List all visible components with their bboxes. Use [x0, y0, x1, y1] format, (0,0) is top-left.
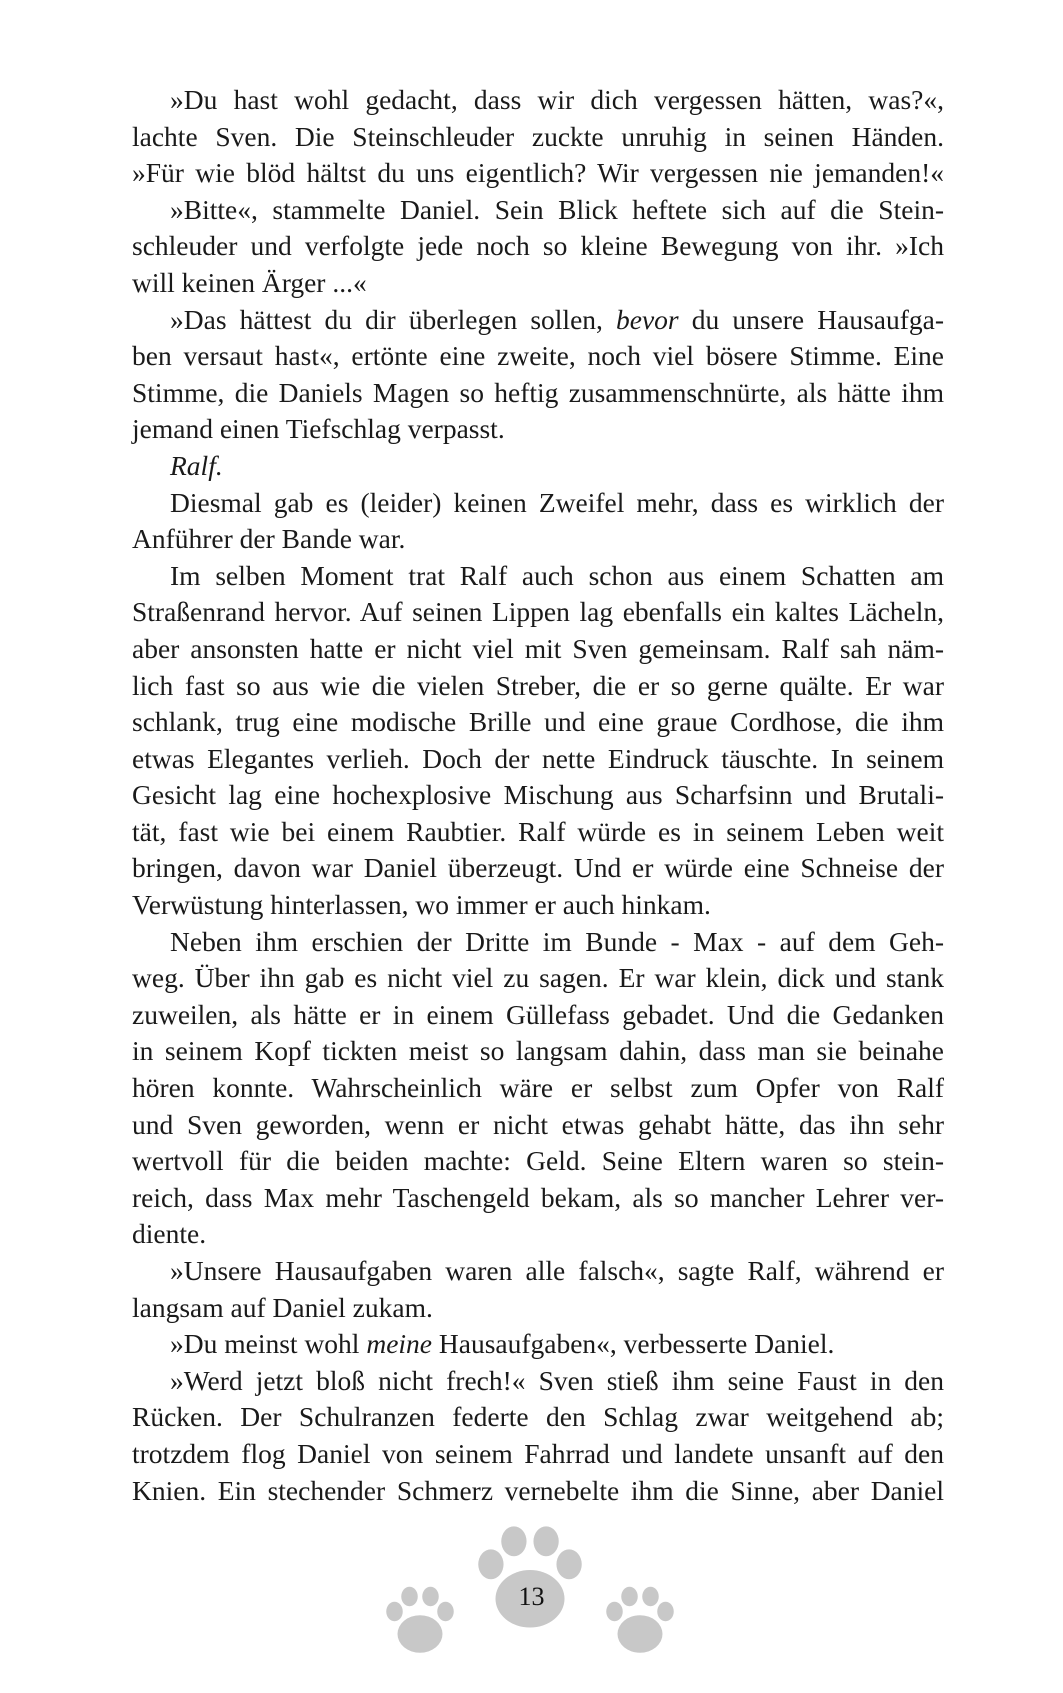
- text-line: wertvoll für die beiden machte: Geld. Seine Eltern waren so stein-: [132, 1145, 944, 1177]
- text-line: reich, dass Max mehr Taschengeld bekam, als so mancher Lehrer ver-: [132, 1181, 944, 1213]
- text-line: diente.: [132, 1218, 207, 1250]
- text-line: »Unsere Hausaufgaben waren alle falsch«, sagte Ralf, während er: [170, 1255, 944, 1286]
- text-line: »Bitte«, stammelte Daniel. Sein Blick heftete sich auf die Stein-: [170, 193, 944, 225]
- text-line: Straßenrand hervor. Auf seinen Lippen lag ebenfalls ein kaltes Lächeln,: [132, 596, 944, 628]
- text-line: will keinen Ärger ...«: [132, 266, 367, 298]
- text-line: in seinem Kopf tickten meist so langsam dahin, dass man sie beinahe: [132, 1035, 944, 1067]
- text-line: lich fast so aus wie die vielen Streber, die er so gerne quälte. Er war: [132, 669, 944, 701]
- text-line: »Für wie blöd hältst du uns eigentlich? Wir vergessen nie jemanden!«: [132, 157, 944, 189]
- text-line: Im selben Moment trat Ralf auch schon aus einem Schatten am: [170, 559, 944, 591]
- text-line: zuweilen, als hätte er in einem Güllefass gebadet. Und die Gedanken: [132, 998, 944, 1030]
- body-text: [132, 82, 944, 1509]
- text-line: »Das hättest du dir überlegen sollen, bevor du unsere Hausaufga-: [170, 303, 944, 335]
- text-line: Anführer der Bande war.: [132, 523, 406, 555]
- text-line: Rücken. Der Schulranzen federte den Schlag zwar weitgehend ab;: [132, 1401, 944, 1433]
- page-number: 13: [518, 1582, 545, 1611]
- text-line: Diesmal gab es (leider) keinen Zweifel mehr, dass es wirklich der: [170, 486, 944, 518]
- text-line: Stimme, die Daniels Magen so heftig zusammenschnürte, als hätte ihm: [132, 376, 944, 408]
- text-line: Ralf.: [170, 449, 223, 481]
- text-line: Gesicht lag eine hochexplosive Mischung aus Scharfsinn und Brutali-: [132, 779, 944, 811]
- text-line: »Du meinst wohl meine Hausaufgaben«, verbesserte Daniel.: [170, 1328, 835, 1360]
- text-line: Verwüstung hinterlassen, wo immer er auch hinkam.: [132, 889, 711, 921]
- text-line: etwas Elegantes verlieh. Doch der nette Eindruck täuschte. In seinem: [132, 742, 944, 774]
- text-line: jemand einen Tiefschlag verpasst.: [132, 413, 505, 445]
- text-line: langsam auf Daniel zukam.: [132, 1291, 433, 1323]
- text-line: weg. Über ihn gab es nicht viel zu sagen. Er war klein, dick und stank: [132, 962, 944, 994]
- text-line: aber ansonsten hatte er nicht viel mit Sven gemeinsam. Ralf sah näm-: [132, 632, 944, 664]
- text-line: »Werd jetzt bloß nicht frech!« Sven stieß ihm seine Faust in den: [170, 1364, 944, 1396]
- text-line: hören konnte. Wahrscheinlich wäre er selbst zum Opfer von Ralf: [132, 1072, 944, 1104]
- text-line: trotzdem flog Daniel von seinem Fahrrad und landete unsanft auf den: [132, 1437, 944, 1469]
- text-line: lachte Sven. Die Steinschleuder zuckte unruhig in seinen Händen.: [132, 120, 944, 152]
- text-line: tät, fast wie bei einem Raubtier. Ralf würde es in seinem Leben weit: [132, 815, 944, 847]
- text-line: schlank, trug eine modische Brille und eine graue Cordhose, die ihm: [132, 706, 944, 738]
- text-line: schleuder und verfolgte jede noch so kleine Bewegung von ihr. »Ich: [132, 230, 944, 262]
- text-line: »Du hast wohl gedacht, dass wir dich vergessen hätten, was?«,: [170, 84, 944, 115]
- text-line: Neben ihm erschien der Dritte im Bunde - Max - auf dem Geh-: [170, 925, 944, 957]
- text-line: Knien. Ein stechender Schmerz vernebelte ihm die Sinne, aber Daniel: [132, 1474, 944, 1506]
- text-line: bringen, davon war Daniel überzeugt. Und er würde eine Schneise der: [132, 852, 944, 884]
- text-line: und Sven geworden, wenn er nicht etwas gehabt hätte, das ihn sehr: [132, 1108, 944, 1140]
- text-line: ben versaut hast«, ertönte eine zweite, noch viel bösere Stimme. Eine: [132, 340, 944, 372]
- paw-center-icon: [478, 1526, 582, 1627]
